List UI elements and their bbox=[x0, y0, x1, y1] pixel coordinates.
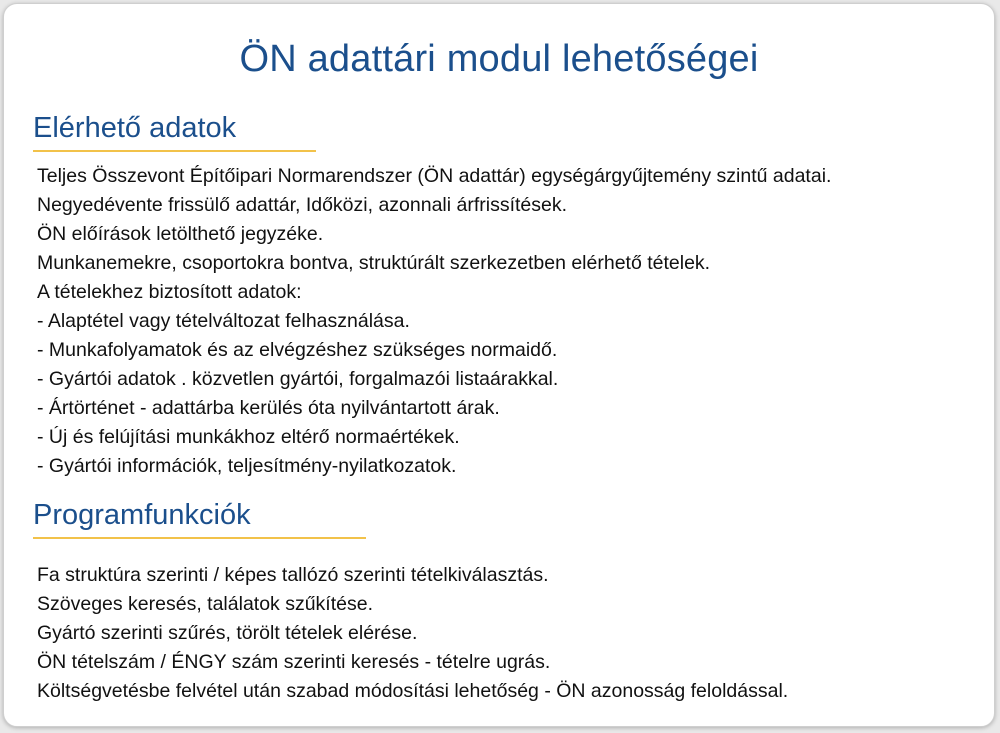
list-item: ÖN tételszám / ÉNGY szám szerinti keresés - tételre ugrás. bbox=[37, 651, 551, 673]
list-item: Költségvetésbe felvétel után szabad módosítási lehetőség - ÖN azonosság feloldással. bbox=[37, 680, 789, 702]
page-title: ÖN adattári modul lehetőségei bbox=[239, 38, 759, 80]
list-item: Fa struktúra szerinti / képes tallózó szerinti tételkiválasztás. bbox=[37, 564, 549, 586]
list-item: Negyedévente frissülő adattár, Időközi, azonnali árfrissítések. bbox=[37, 194, 568, 216]
list-item: Gyártó szerinti szűrés, törölt tételek elérése. bbox=[37, 622, 418, 644]
slide-card bbox=[3, 3, 995, 727]
section-underline-available-data bbox=[33, 150, 316, 152]
section-underline-program-functions bbox=[33, 537, 366, 539]
section-heading-program-functions: Programfunkciók bbox=[33, 499, 251, 531]
list-item: - Alaptétel vagy tételváltozat felhasználása. bbox=[37, 310, 410, 332]
list-item: A tételekhez biztosított adatok: bbox=[37, 281, 302, 303]
list-item: Szöveges keresés, találatok szűkítése. bbox=[37, 593, 374, 615]
section-heading-available-data: Elérhető adatok bbox=[33, 112, 237, 144]
list-item: Teljes Összevont Építőipari Normarendszer (ÖN adattár) egységárgyűjtemény szintű adatai. bbox=[37, 165, 832, 187]
list-item: - Ártörténet - adattárba kerülés óta nyilvántartott árak. bbox=[37, 397, 500, 419]
list-item: Munkanemekre, csoportokra bontva, struktúrált szerkezetben elérhető tételek. bbox=[37, 252, 711, 274]
available-data-list bbox=[37, 162, 831, 481]
list-item: - Gyártói információk, teljesítmény-nyilatkozatok. bbox=[37, 455, 457, 477]
list-item: - Új és felújítási munkákhoz eltérő normaértékek. bbox=[37, 426, 460, 448]
list-item: ÖN előírások letölthető jegyzéke. bbox=[37, 223, 324, 245]
program-functions-list bbox=[37, 561, 788, 706]
list-item: - Gyártói adatok . közvetlen gyártói, forgalmazói listaárakkal. bbox=[37, 368, 559, 390]
list-item: - Munkafolyamatok és az elvégzéshez szükséges normaidő. bbox=[37, 339, 558, 361]
